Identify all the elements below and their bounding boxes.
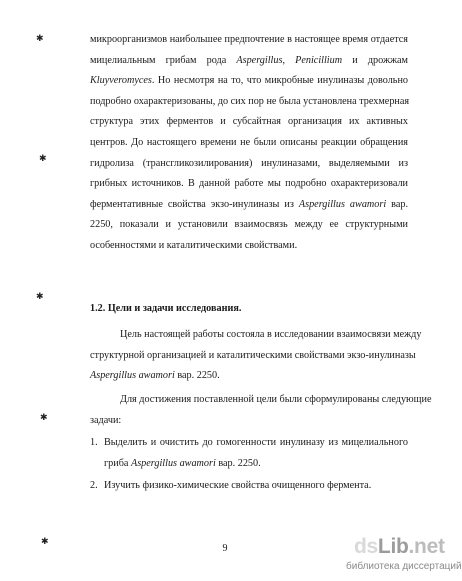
margin-mark-2: ✱ bbox=[39, 153, 47, 163]
paragraph-1-line: гидролиза (трансгликозилирования) инулиназами, выделяемыми из bbox=[90, 157, 408, 169]
task-line: гриба Aspergillus awamori вар. 2250. bbox=[104, 457, 261, 469]
paragraph-1-line: микроорганизмов наибольшее предпочтение в настоящее время отдается bbox=[90, 34, 408, 45]
paragraph-1-line: ферментативные свойства экзо-инулиназы из Aspergillus awamori вар. bbox=[90, 198, 408, 210]
paragraph-1-line: 2250, показали и установили взаимосвязь между ее структурными bbox=[90, 219, 408, 231]
task-number: 2. bbox=[90, 480, 98, 492]
dslib-subtitle: библиотека диссертаций bbox=[346, 561, 462, 572]
task-line: 1. Выделить и очистить до гомогенности инулиназу из мицелиального bbox=[90, 433, 408, 454]
paragraph-1-line: мицелиальным грибам рода Aspergillus, Penicillium и дрожжам bbox=[90, 54, 408, 66]
margin-mark-5: ✱ bbox=[41, 536, 49, 546]
paragraph-3-line: Для достижения поставленной цели были сформулированы следующие bbox=[120, 394, 432, 405]
dslib-logo: dsLib.net bbox=[354, 535, 445, 558]
task-item bbox=[90, 476, 408, 497]
section-heading-text: 1.2. Цели и задачи исследования. bbox=[90, 303, 242, 314]
paragraph-1-line: Kluyveromyces. Но несмотря на то, что микробные инулиназы довольно bbox=[90, 75, 408, 87]
dslib-watermark bbox=[340, 535, 462, 578]
task-line: 2. Изучить физико-химические свойства очищенного фермента. bbox=[90, 476, 408, 497]
margin-mark-4: ✱ bbox=[40, 412, 48, 422]
margin-mark-3: ✱ bbox=[36, 291, 44, 301]
paragraph-1 bbox=[90, 30, 408, 257]
page-number: 9 bbox=[222, 543, 228, 554]
paragraph-1-line: особенностями и каталитическими свойствами. bbox=[90, 239, 298, 251]
paragraph-3-line: задачи: bbox=[90, 414, 122, 426]
paragraph-1-line: структура этих ферментов и субсайтная организация их активных bbox=[90, 116, 408, 128]
paragraph-1-line: грибных источников. В данной работе мы подробно охарактеризовали bbox=[90, 178, 408, 190]
task-number: 1. bbox=[90, 437, 98, 448]
paragraph-2-line: Aspergillus awamori вар. 2250. bbox=[90, 370, 220, 382]
paragraph-2-line: структурной организацией и каталитическими свойствами экзо-инулиназы bbox=[90, 349, 416, 361]
tasks-list bbox=[90, 433, 408, 497]
paragraph-3 bbox=[90, 390, 432, 431]
paragraph-2-line: Цель настоящей работы состояла в исследовании взаимосвязи между bbox=[120, 329, 422, 340]
task-item bbox=[90, 433, 408, 474]
paragraph-1-line: центров. До настоящего времени не были описаны реакции обращения bbox=[90, 136, 408, 148]
paragraph-1-line: подробно охарактеризованы, до сих пор не была установлена трехмерная bbox=[90, 95, 410, 107]
section-heading bbox=[90, 299, 408, 320]
paragraph-2 bbox=[90, 325, 422, 387]
margin-mark-1: ✱ bbox=[36, 33, 44, 43]
